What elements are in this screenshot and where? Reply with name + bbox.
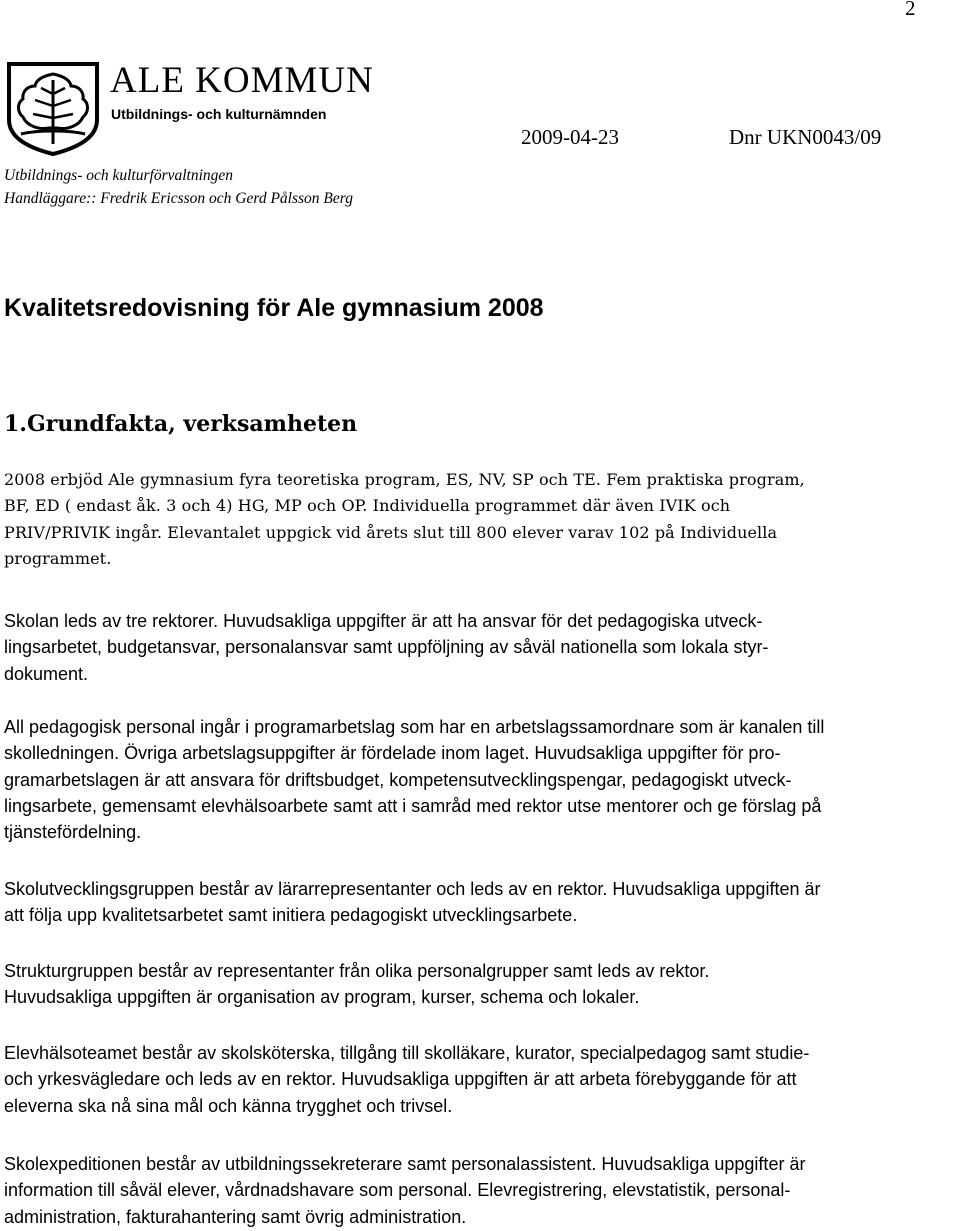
paragraph-line: och yrkesvägledare och leds av en rektor. Huvudsakliga uppgiften är att arbeta förebyggande för att: [4, 1069, 797, 1090]
page-number: 2: [905, 0, 916, 20]
paragraph-structure-group: [4, 958, 952, 1011]
paragraph-line: 2008 erbjöd Ale gymnasium fyra teoretiska program, ES, NV, SP och TE. Fem praktiska program,: [4, 470, 805, 489]
paragraph-teams: [4, 714, 952, 845]
department-name: Utbildnings- och kulturförvaltningen: [4, 167, 234, 184]
paragraph-school-office: [4, 1151, 952, 1230]
document-title: Kvalitetsredovisning för Ale gymnasium 2008: [4, 294, 544, 322]
paragraph-programs: [4, 467, 952, 572]
paragraph-student-health: [4, 1040, 952, 1119]
org-name: ALE KOMMUN: [110, 60, 374, 101]
paragraph-line: gramarbetslagen är att ansvara för driftsbudget, kompetensutvecklingspengar, pedagogiskt utveck-: [4, 769, 792, 790]
paragraph-line: dokument.: [4, 663, 89, 684]
paragraph-line: lingsarbete, gemensamt elevhälsoarbete samt att i samråd med rektor utse mentorer och ge förslag på: [4, 795, 822, 816]
document-date: 2009-04-23: [521, 125, 619, 149]
org-subtitle: Utbildnings- och kulturnämnden: [111, 106, 327, 122]
ale-kommun-leaf-logo-icon: [3, 62, 103, 156]
paragraph-line: BF, ED ( endast åk. 3 och 4) HG, MP och OP. Individuella programmet där även IVIK och: [4, 496, 731, 516]
paragraph-line: Skolexpeditionen består av utbildningssekreterare samt personalassistent. Huvudsakliga uppgifter är: [4, 1154, 806, 1174]
paragraph-line: skolledningen. Övriga arbetslagsuppgifter är fördelade inom laget. Huvudsakliga uppgifter för pro-: [4, 743, 781, 764]
paragraph-development-group: [4, 876, 952, 929]
paragraph-line: Huvudsakliga uppgiften är organisation av program, kurser, schema och lokaler.: [4, 987, 640, 1008]
paragraph-line: programmet.: [4, 548, 112, 568]
paragraph-line: PRIV/PRIVIK ingår. Elevantalet uppgick vid årets slut till 800 elever varav 102 på Individuella: [4, 522, 778, 542]
paragraph-line: lingsarbetet, budgetansvar, personalansvar samt uppföljning av såväl nationella som lokala styr-: [4, 637, 769, 658]
paragraph-line: information till såväl elever, vårdnadshavare som personal. Elevregistrering, elevstatistik, personal-: [4, 1180, 791, 1201]
paragraph-line: Skolan leds av tre rektorer. Huvudsakliga uppgifter är att ha ansvar för det pedagogiska utveck-: [4, 611, 763, 631]
paragraph-line: Elevhälsoteamet består av skolsköterska, tillgång till skolläkare, kurator, specialpedagog samt studie-: [4, 1043, 810, 1063]
paragraph-line: tjänstefördelning.: [4, 822, 142, 843]
paragraph-line: Strukturgruppen består av representanter från olika personalgrupper samt leds av rektor.: [4, 961, 710, 981]
paragraph-line: att följa upp kvalitetsarbetet samt initiera pedagogiskt utvecklingsarbete.: [4, 905, 578, 926]
paragraph-line: eleverna ska nå sina mål och känna trygghet och trivsel.: [4, 1095, 453, 1116]
section-heading: 1.Grundfakta, verksamheten: [4, 411, 358, 437]
paragraph-line: Skolutvecklingsgruppen består av lärarrepresentanter och leds av en rektor. Huvudsakliga uppgiften är: [4, 879, 821, 899]
paragraph-principals: [4, 608, 952, 687]
case-handlers: Handläggare:: Fredrik Ericsson och Gerd Pålsson Berg: [4, 190, 353, 207]
paragraph-line: All pedagogisk personal ingår i programarbetslag som har en arbetslagssamordnare som är kanalen till: [4, 717, 825, 737]
paragraph-line: administration, fakturahantering samt övrig administration.: [4, 1206, 467, 1227]
document-reference-number: Dnr UKN0043/09: [729, 125, 882, 149]
